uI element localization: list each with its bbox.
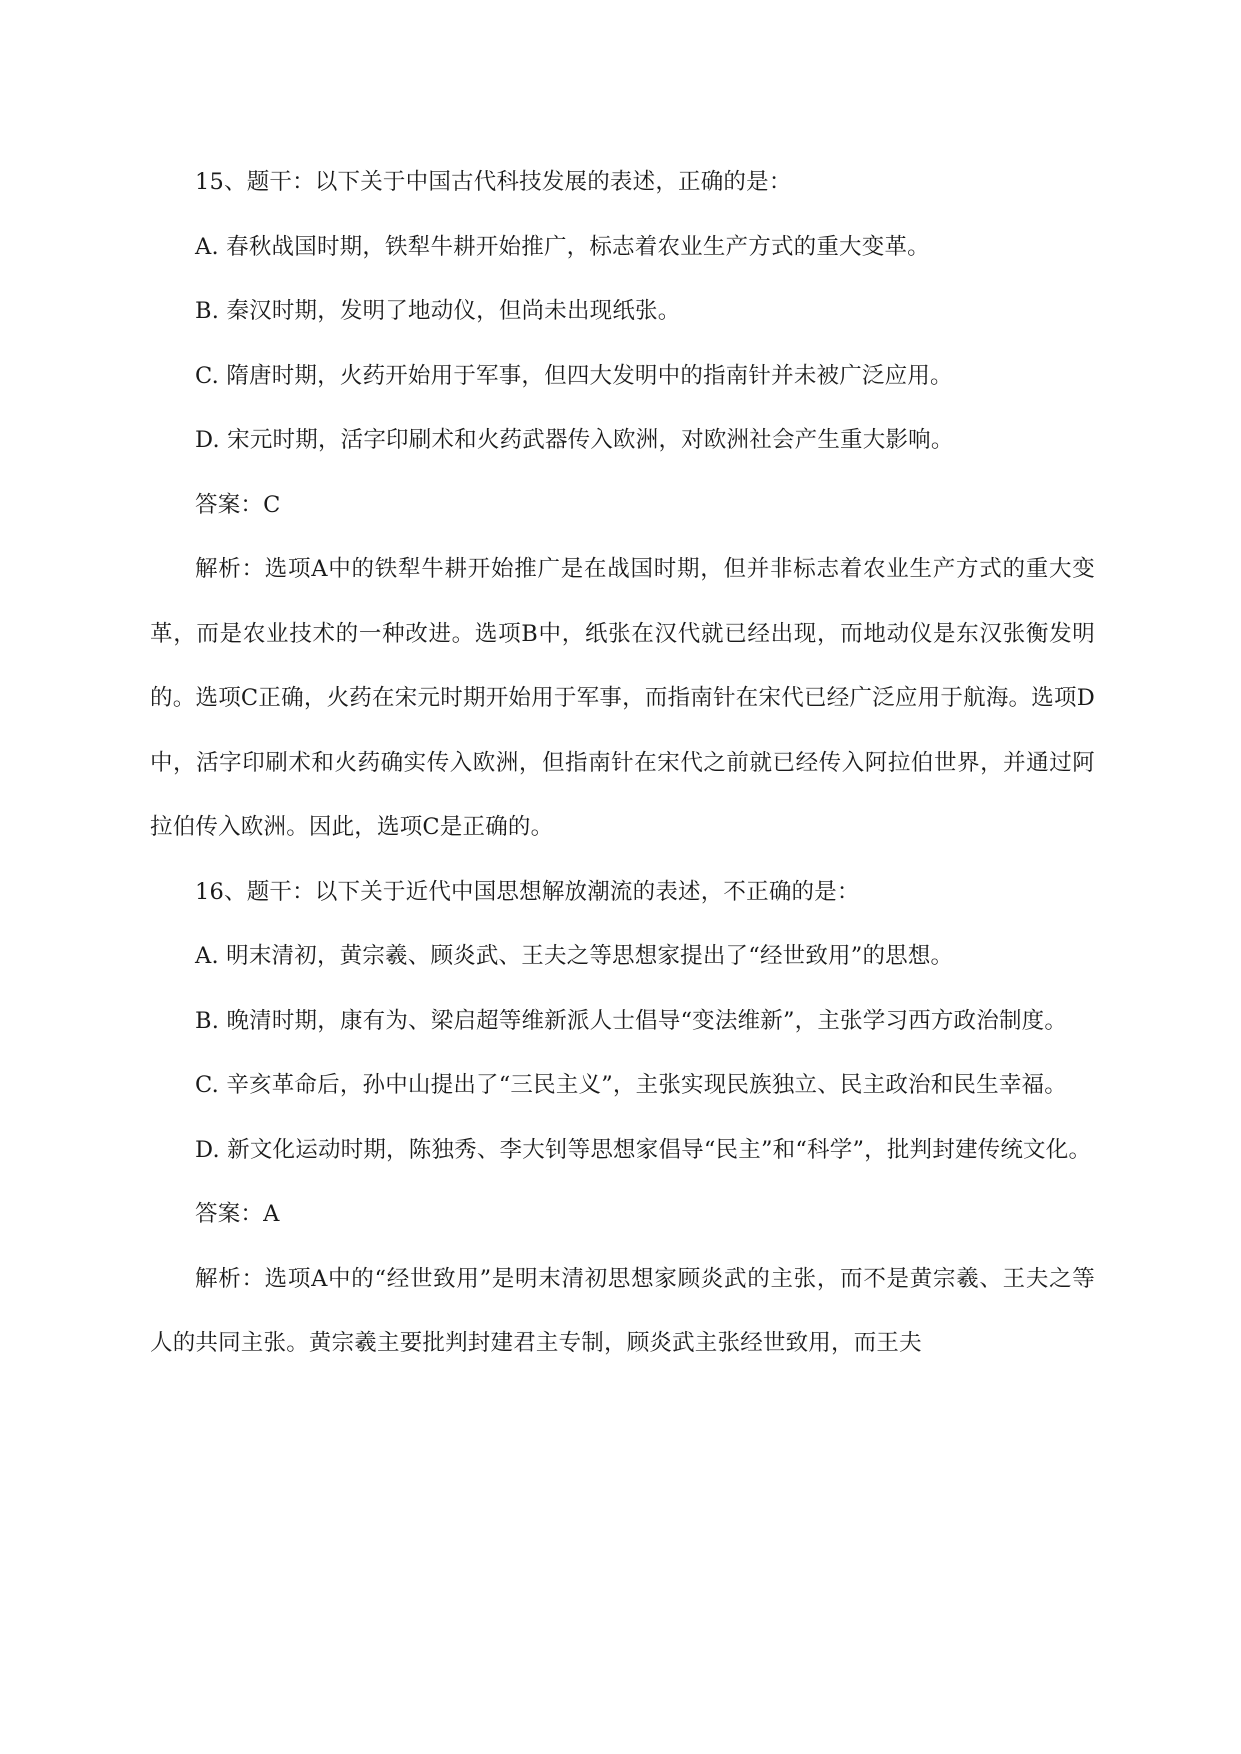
option-d: D. 新文化运动时期，陈独秀、李大钊等思想家倡导“民主”和“科学”，批判封建传统文化。 xyxy=(195,1136,1092,1163)
document-content xyxy=(150,150,1095,1376)
question-16 xyxy=(150,860,1095,1376)
option-b: B. 秦汉时期，发明了地动仪，但尚未出现纸张。 xyxy=(195,298,681,324)
option-c: C. 隋唐时期，火药开始用于军事，但四大发明中的指南针并未被广泛应用。 xyxy=(195,362,953,389)
question-stem: 15、题干：以下关于中国古代科技发展的表述，正确的是： xyxy=(195,169,792,195)
option-b: B. 晚清时期，康有为、梁启超等维新派人士倡导“变法维新”，主张学习西方政治制度。 xyxy=(195,1007,1068,1034)
analysis: 解析：选项A中的铁犁牛耕开始推广是在战国时期，但并非标志着农业生产方式的重大变革，而是农业技术的一种改进。选项B中，纸张在汉代就已经出现，而地动仪是东汉张衡发明的。选项C正确，火药在宋元时期开始用于军事，而指南针在宋代已经广泛应用于航海。选项D中，活字印刷术和火药确实传入欧洲，但指南针在宋代之前就已经传入阿拉伯世界，并通过阿拉伯传入欧洲。因此，选项C是正确的。 xyxy=(150,556,1095,840)
answer: 答案：C xyxy=(195,491,281,518)
option-d: D. 宋元时期，活字印刷术和火药武器传入欧洲，对欧洲社会产生重大影响。 xyxy=(195,427,954,453)
option-c: C. 辛亥革命后，孙中山提出了“三民主义”，主张实现民族独立、民主政治和民生幸福。 xyxy=(195,1072,1067,1098)
answer: 答案：A xyxy=(195,1201,280,1227)
question-15 xyxy=(150,150,1095,860)
question-stem: 16、题干：以下关于近代中国思想解放潮流的表述，不正确的是： xyxy=(195,878,860,905)
option-a: A. 明末清初，黄宗羲、顾炎武、王夫之等思想家提出了“经世致用”的思想。 xyxy=(195,943,954,969)
option-a: A. 春秋战国时期，铁犁牛耕开始推广，标志着农业生产方式的重大变革。 xyxy=(195,233,930,260)
analysis: 解析：选项A中的“经世致用”是明末清初思想家顾炎武的主张，而不是黄宗羲、王夫之等人的共同主张。黄宗羲主要批判封建君主专制，顾炎武主张经世致用，而王夫 xyxy=(150,1265,1095,1356)
